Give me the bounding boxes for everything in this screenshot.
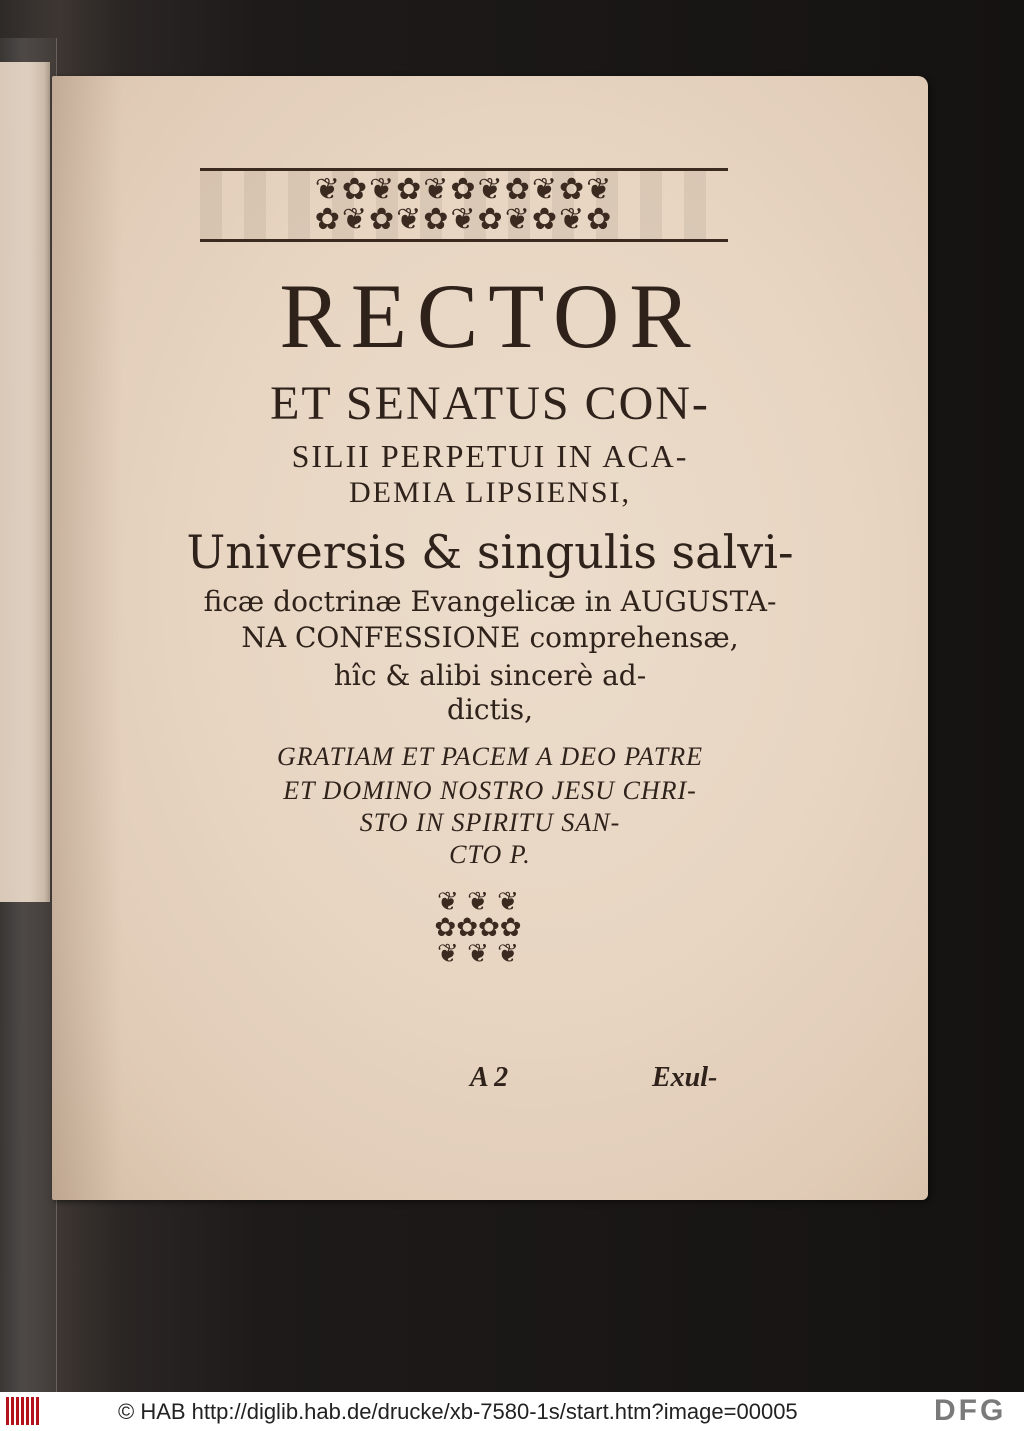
page-holder (0, 38, 57, 1392)
bottom-ornament (398, 888, 558, 968)
text-line: Universis & singulis salvi- (186, 525, 794, 579)
ornament-row: ❦ ❦ ❦ (437, 939, 519, 969)
text-line: dictis, (446, 693, 534, 726)
hab-barcode-icon (6, 1397, 40, 1425)
dfg-logo: DFG (934, 1394, 1007, 1427)
catchword: Exul- (652, 1062, 718, 1093)
text-line: NA CONFESSIONE comprehensæ, (241, 621, 739, 654)
text-line: SILII PERPETUI IN ACA- (291, 438, 689, 474)
footer-credit[interactable]: © HAB http://diglib.hab.de/drucke/xb-7580-1s/start.htm?image=00005 (118, 1399, 798, 1424)
book-page (52, 76, 928, 1200)
ornament-row: ✿❦✿❦✿❦✿❦✿❦✿ (314, 202, 614, 237)
top-ornament (200, 168, 728, 242)
ornament-row: ❦ ❦ ❦ (437, 887, 519, 917)
page-heading: RECTOR (279, 265, 701, 367)
signature-mark: A 2 (470, 1062, 509, 1093)
text-line: DEMIA LIPSIENSI, (348, 476, 631, 509)
text-line: ET SENATUS CON- (270, 377, 710, 430)
text-line: ficæ doctrinæ Evangelicæ in AUGUSTA- (203, 585, 777, 618)
text-line: hîc & alibi sincerè ad- (333, 659, 647, 692)
text-line: ET DOMINO NOSTRO JESU CHRI- (283, 776, 697, 805)
text-line: STO IN SPIRITU SAN- (359, 808, 621, 837)
text-line: CTO P. (449, 840, 531, 869)
footer-bar (0, 1392, 1024, 1431)
ornament-row: ❦✿❦✿❦✿❦✿❦✿❦ (314, 172, 614, 207)
ornament-row: ✿✿✿✿ (434, 913, 522, 943)
text-line: GRATIAM ET PACEM A DEO PATRE (277, 742, 703, 771)
